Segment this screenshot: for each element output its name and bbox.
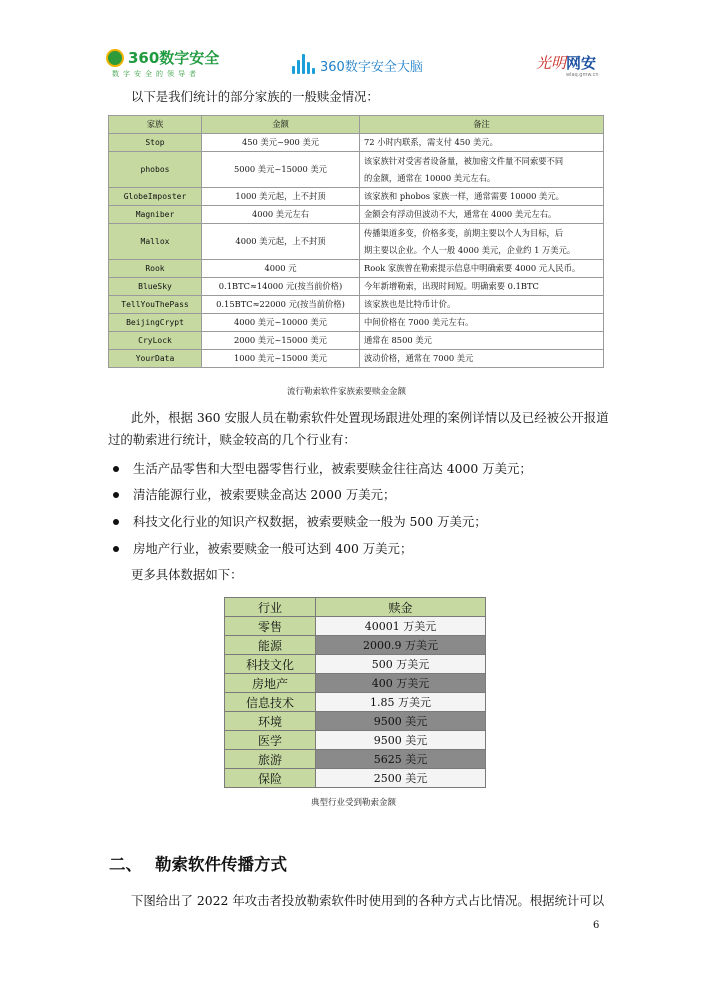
header-note: 备注 xyxy=(360,116,604,134)
bullet-item: 科技文化行业的知识产权数据，被索要赎金一般为 500 万美元； xyxy=(133,514,487,529)
ransom-cell: 5625 美元 xyxy=(316,750,486,769)
logo1-text: 360数字安全 xyxy=(128,49,220,67)
note-cell: 该家族也是比特币计价。 xyxy=(360,296,604,314)
logo3-url: wlaq.gmw.cn xyxy=(566,72,599,78)
header-ransom: 赎金 xyxy=(316,598,486,617)
table-row xyxy=(109,332,604,350)
section-heading xyxy=(109,851,287,875)
note-cell: 72 小时内联系，需支付 450 美元。 xyxy=(360,134,604,152)
paragraph-line: 此外，根据 360 安服人员在勒索软件处置现场跟进处理的案例详情以及已经被公开报道 xyxy=(131,410,609,425)
family-cell: BeijingCrypt xyxy=(109,314,202,332)
industry-cell: 旅游 xyxy=(225,750,316,769)
paragraph-line: 过的勒索进行统计，赎金较高的几个行业有： xyxy=(108,432,356,447)
note-line: 传播渠道多变，价格多变，前期主要以个人为目标，后 xyxy=(364,227,564,238)
guangming-wangan-logo xyxy=(536,52,606,86)
header-family: 家族 xyxy=(109,116,202,134)
amount-cell: 0.15BTC≈22000 元(按当前价格) xyxy=(202,296,360,314)
bullet-dot-icon xyxy=(113,492,119,498)
bullet-dot-icon xyxy=(113,466,119,472)
note-line: 期主要以企业。个人一般 4000 美元，企业约 1 万美元。 xyxy=(364,244,576,255)
360-digital-security-logo xyxy=(104,44,224,84)
family-cell: TellYouThePass xyxy=(109,296,202,314)
family-cell: BlueSky xyxy=(109,278,202,296)
table-row xyxy=(109,224,604,260)
table-row xyxy=(109,278,604,296)
amount-cell: 2000 美元~15000 美元 xyxy=(202,332,360,350)
logo1-subtitle: 数字安全的领导者 xyxy=(112,70,200,78)
logo3-text-b: 网安 xyxy=(566,54,597,72)
note-cell: 波动价格，通常在 7000 美元 xyxy=(360,350,604,368)
logo2-text: 360数字安全大脑 xyxy=(320,60,423,75)
table-row xyxy=(225,655,486,674)
note-cell xyxy=(360,224,604,260)
industry-cell: 零售 xyxy=(225,617,316,636)
note-cell: 通常在 8500 美元 xyxy=(360,332,604,350)
note-line: 的金额，通常在 10000 美元左右。 xyxy=(364,172,496,183)
amount-cell: 1000 美元起，上不封顶 xyxy=(202,188,360,206)
header-amount: 金额 xyxy=(202,116,360,134)
note-cell: 今年新增勒索，出现时间短。明确索要 0.1BTC xyxy=(360,278,604,296)
note-cell: 金额会有浮动但波动不大，通常在 4000 美元左右。 xyxy=(360,206,604,224)
note-cell: 中间价格在 7000 美元左右。 xyxy=(360,314,604,332)
bullet-dot-icon xyxy=(113,519,119,525)
amount-cell: 4000 美元左右 xyxy=(202,206,360,224)
industry-cell: 信息技术 xyxy=(225,693,316,712)
family-cell: GlobeImposter xyxy=(109,188,202,206)
amount-cell: 4000 美元~10000 美元 xyxy=(202,314,360,332)
logo3-text-a: 光明 xyxy=(536,54,567,72)
table-row xyxy=(225,674,486,693)
amount-cell: 4000 元 xyxy=(202,260,360,278)
ransom-cell: 1.85 万美元 xyxy=(316,693,486,712)
table-row xyxy=(109,206,604,224)
table1-caption: 流行勒索软件家族索要赎金金额 xyxy=(287,387,407,397)
table-row xyxy=(109,134,604,152)
table-row xyxy=(109,152,604,188)
industry-ransom-table xyxy=(224,597,486,788)
bullet-dot-icon xyxy=(113,546,119,552)
table-row xyxy=(225,617,486,636)
table-row xyxy=(109,260,604,278)
table-row xyxy=(109,296,604,314)
intro-paragraph: 以下是我们统计的部分家族的一般赎金情况： xyxy=(131,89,379,104)
industry-cell: 医学 xyxy=(225,731,316,750)
industry-cell: 保险 xyxy=(225,769,316,788)
amount-cell: 0.1BTC≈14000 元(按当前价格) xyxy=(202,278,360,296)
industry-cell: 能源 xyxy=(225,636,316,655)
section-number: 二、 xyxy=(109,855,142,874)
amount-cell: 1000 美元~15000 美元 xyxy=(202,350,360,368)
bullet-item: 生活产品零售和大型电器零售行业，被索要赎金往往高达 4000 万美元； xyxy=(133,461,532,476)
header-industry: 行业 xyxy=(225,598,316,617)
table-row xyxy=(225,750,486,769)
note-cell: Rook 家族曾在勒索提示信息中明确索要 4000 元人民币。 xyxy=(360,260,604,278)
family-cell: Magniber xyxy=(109,206,202,224)
amount-cell: 4000 美元起，上不封顶 xyxy=(202,224,360,260)
soundwave-icon xyxy=(290,52,316,78)
table2-caption: 典型行业受到勒索金额 xyxy=(311,798,397,808)
table-row xyxy=(109,188,604,206)
table-row xyxy=(225,712,486,731)
ransom-cell: 9500 美元 xyxy=(316,712,486,731)
table-row xyxy=(109,350,604,368)
family-cell: Mallox xyxy=(109,224,202,260)
table-row xyxy=(225,731,486,750)
more-data-text: 更多具体数据如下： xyxy=(131,567,243,582)
table-header-row xyxy=(109,116,604,134)
ransom-cell: 2500 美元 xyxy=(316,769,486,788)
360-logo-icon xyxy=(106,49,124,67)
ransom-cell: 400 万美元 xyxy=(316,674,486,693)
table-row xyxy=(225,769,486,788)
bullet-item: 房地产行业，被索要赎金一般可达到 400 万美元； xyxy=(133,541,413,556)
page-number: 6 xyxy=(593,920,600,931)
section-title: 勒索软件传播方式 xyxy=(155,855,287,874)
family-cell: Stop xyxy=(109,134,202,152)
360-security-brain-logo xyxy=(290,52,460,82)
table-row xyxy=(109,314,604,332)
note-line: 该家族针对受害者设备量，被加密文件量不同索要不同 xyxy=(364,155,564,166)
industry-cell: 科技文化 xyxy=(225,655,316,674)
note-cell xyxy=(360,152,604,188)
industry-cell: 房地产 xyxy=(225,674,316,693)
logo3-text xyxy=(536,52,596,73)
family-cell: Rook xyxy=(109,260,202,278)
ransom-cell: 9500 美元 xyxy=(316,731,486,750)
family-cell: CryLock xyxy=(109,332,202,350)
amount-cell: 450 美元~900 美元 xyxy=(202,134,360,152)
ransom-cell: 40001 万美元 xyxy=(316,617,486,636)
paragraph-line: 下图给出了 2022 年攻击者投放勒索软件时使用到的各种方式占比情况。根据统计可以 xyxy=(131,893,605,908)
bullet-item: 清洁能源行业，被索要赎金高达 2000 万美元； xyxy=(133,487,396,502)
industry-cell: 环境 xyxy=(225,712,316,731)
family-cell: phobos xyxy=(109,152,202,188)
ransom-family-table xyxy=(108,115,604,368)
table-header-row xyxy=(225,598,486,617)
table-row xyxy=(225,636,486,655)
note-cell: 该家族和 phobos 家族一样，通常需要 10000 美元。 xyxy=(360,188,604,206)
table-row xyxy=(225,693,486,712)
ransom-cell: 500 万美元 xyxy=(316,655,486,674)
family-cell: YourData xyxy=(109,350,202,368)
amount-cell: 5000 美元~15000 美元 xyxy=(202,152,360,188)
ransom-cell: 2000.9 万美元 xyxy=(316,636,486,655)
